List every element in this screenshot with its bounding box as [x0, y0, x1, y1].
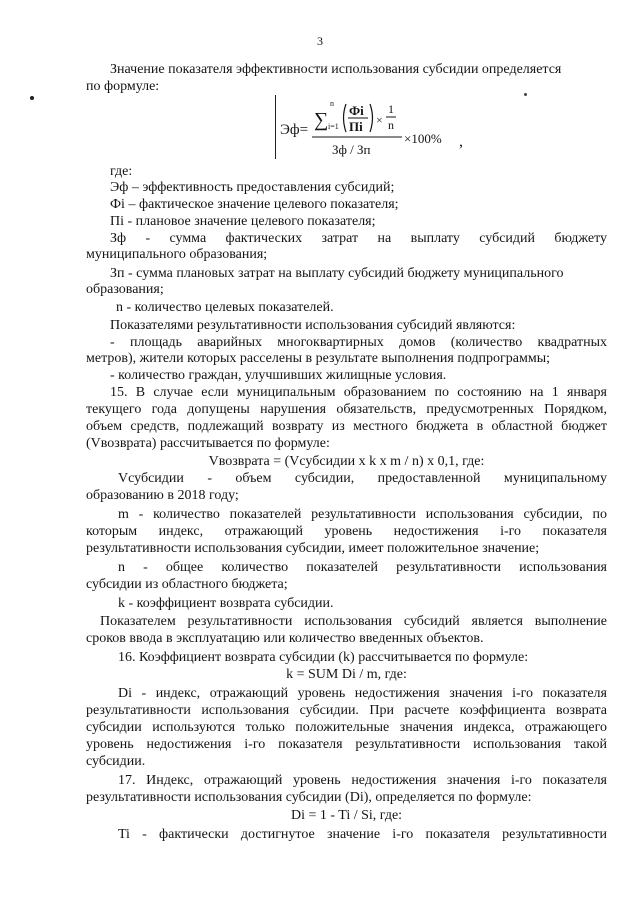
definition-m-cont: которым индекс, отражающий уровень недостижения i-го показателя: [86, 524, 607, 539]
paragraph-16: 16. Коэффициент возврата субсидии (k) рассчитывается по формуле:: [118, 650, 529, 665]
efficiency-formula: [278, 94, 478, 160]
sum-lower: i=1: [328, 122, 339, 131]
fraction-denominator: Пi: [349, 119, 363, 134]
definition-n-total-cont: субсидии из областного бюджета;: [86, 577, 288, 592]
definition-di: Di - индекс, отражающий уровень недостижения значения i-го показателя: [118, 686, 607, 701]
results-intro: Показателями результативности использования субсидий являются:: [110, 318, 516, 333]
paragraph-17-cont: результативности использования субсидии (Di), определяется по формуле:: [86, 790, 532, 805]
fraction-one: 1: [388, 102, 394, 116]
paragraph-17: 17. Индекс, отражающий уровень недостижения значения i-го показателя: [118, 773, 607, 788]
fraction-numerator: Фi: [349, 103, 364, 118]
multiply-sign: ×: [376, 113, 383, 127]
definition-ef: Эф – эффективность предоставления субсидий;: [110, 180, 395, 195]
formula-bracket: [275, 95, 276, 159]
result-item-2: - количество граждан, улучшивших жилищные условия.: [110, 368, 447, 383]
coefficient-formula: k = SUM Di / m, где:: [286, 667, 407, 682]
paragraph-15: текущего года допущены нарушения обязательств, предусмотренных Порядком,: [86, 402, 607, 417]
definition-di-cont: субсидии используются только положительные значения индекса, отражающего: [86, 720, 607, 735]
definition-ti: Ti - фактически достигнутое значение i-го показателя результативности: [118, 827, 607, 842]
paragraph-15: (Vвозврата) рассчитывается по формуле:: [86, 436, 330, 451]
scan-speck: [524, 93, 527, 96]
indicator-text: Показателем результативности использования субсидий является выполнение: [100, 614, 607, 629]
sum-upper: n: [330, 99, 334, 108]
where-label: где:: [110, 164, 133, 179]
sum-symbol: ∑: [314, 109, 329, 131]
paragraph-15: 15. В случае если муниципальным образованием по состоянию на 1 января: [110, 385, 607, 400]
formula-lhs: Эф=: [280, 122, 309, 138]
times-100-percent: ×100%: [404, 131, 442, 146]
return-formula: Vвозврата = (Vсубсидии x k x m / n) x 0,1, где:: [208, 454, 485, 469]
result-item-1-cont: метров), жители которых расселены в результате выполнения подпрограммы;: [86, 351, 551, 366]
definition-di-cont: субсидии.: [86, 754, 146, 769]
left-paren: [344, 104, 347, 132]
definition-vsub-cont: образованию в 2018 году;: [86, 488, 239, 503]
definition-n-total: n - общее количество показателей результативности использования: [118, 560, 607, 575]
definition-di-cont: уровень недостижения i-го показателя результативности использования такой: [86, 737, 607, 752]
definition-zp: Зп - сумма плановых затрат на выплату субсидий бюджету муниципального: [110, 266, 564, 281]
definition-zp-cont: образования;: [86, 282, 164, 297]
right-paren: [370, 104, 373, 132]
definition-di-cont: результативности использования субсидии. При расчете коэффициента возврата: [86, 703, 607, 718]
fraction-n: n: [388, 118, 394, 132]
indicator-text-cont: сроков ввода в эксплуатацию или количество введенных объектов.: [86, 631, 484, 646]
definition-zf-cont: муниципального образования;: [86, 247, 268, 262]
scan-speck: [30, 96, 34, 100]
paragraph-15: объем средств, подлежащий возврату из местного бюджета в областной бюджет: [86, 419, 607, 434]
definition-pi: Пi - плановое значение целевого показателя;: [110, 214, 376, 229]
definition-m-cont: результативности использования субсидии, имеет положительное значение;: [86, 541, 540, 556]
definition-fi: Фi – фактическое значение целевого показателя;: [110, 197, 399, 212]
intro-line: по формуле:: [86, 79, 160, 94]
formula-denominator: Зф / Зп: [332, 142, 371, 157]
definition-k: k - коэффициент возврата субсидии.: [118, 596, 334, 611]
formula-comma: ,: [459, 133, 463, 150]
definition-m: m - количество показателей результативности использования субсидии, по: [118, 507, 607, 522]
definition-vsub: Vсубсидии - объем субсидии, предоставленной муниципальному: [118, 471, 607, 486]
result-item-1: - площадь аварийных многоквартирных домов (количество квадратных: [110, 335, 607, 350]
definition-zf: Зф - сумма фактических затрат на выплату субсидий бюджету: [110, 231, 607, 246]
intro-line: Значение показателя эффективности использования субсидии определяется: [110, 62, 562, 77]
index-formula: Di = 1 - Ti / Si, где:: [290, 808, 403, 823]
definition-n: n - количество целевых показателей.: [116, 300, 334, 315]
page-number: 3: [317, 34, 323, 48]
